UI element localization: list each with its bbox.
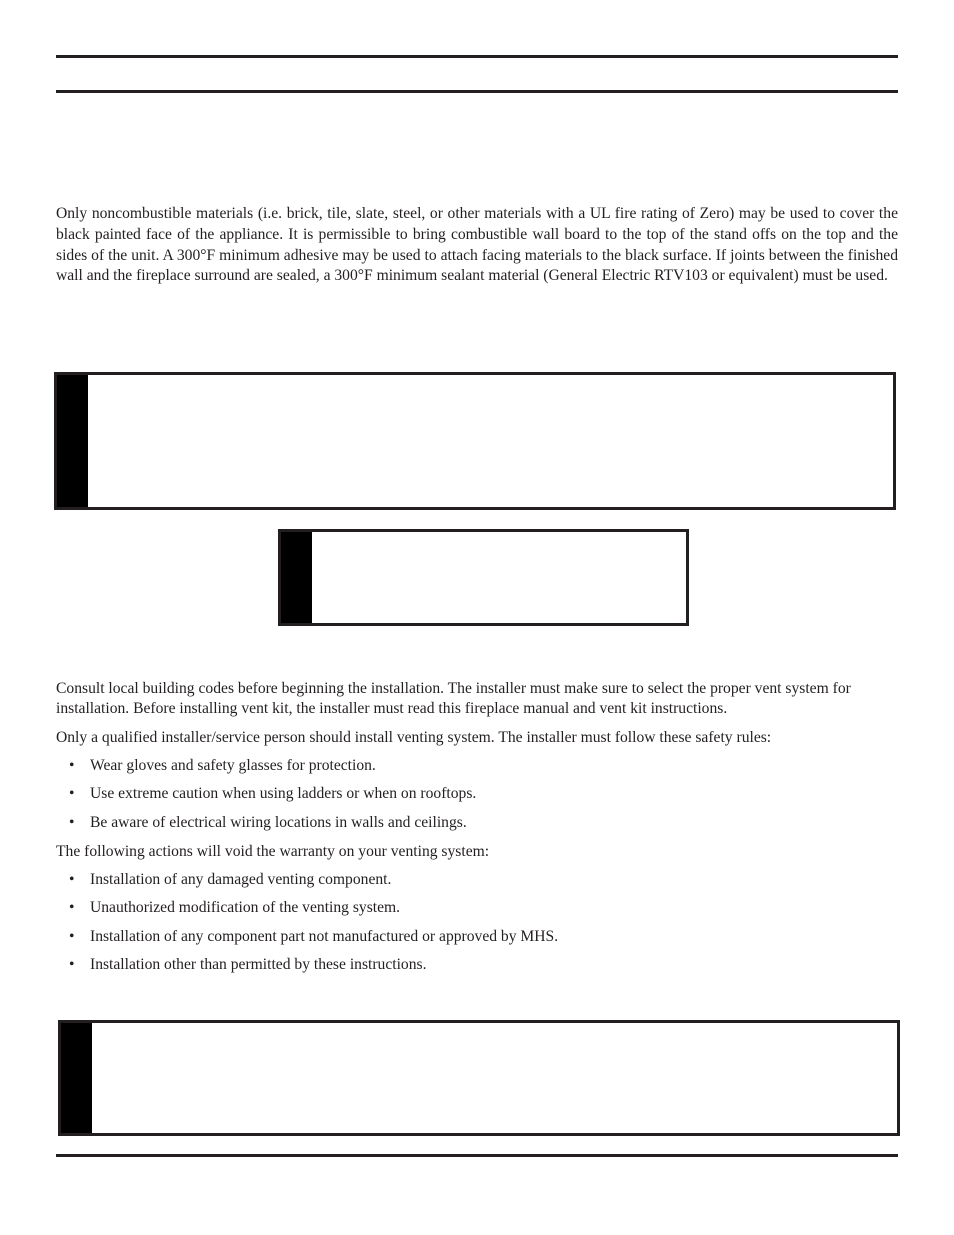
header-rule-top [56,55,898,58]
list-item-text: Installation of any component part not manufactured or approved by MHS. [90,927,559,945]
header-rule-bottom [56,90,898,93]
warning-box-large [54,372,896,510]
surround-paragraph: Only noncombustible materials (i.e. brick, tile, slate, steel, or other materials with a UL fire rating of Zero) may be used to cover the black painted face of the appliance. It is permissible to bring combustible wall board to the top of the stand offs on the top and the sides of the unit. A 300°F minimum adhesive may be used to attach facing materials to the black surface. If joints between the finished wall and the fireplace surround are sealed, a 300°F minimum sealant material (General Electric RTV103 or equivalent) must be used. [56,205,898,285]
void-actions-list [56,870,558,983]
bullet-icon: • [69,757,75,774]
list-item-text: Installation of any damaged venting component. [90,871,392,888]
list-item-text: Wear gloves and safety glasses for protection. [90,757,376,774]
venting-intro-2: Only a qualified installer/service person should install venting system. The installer must follow these safety rules: [56,729,772,746]
list-item [56,898,558,926]
warranty-intro: The following actions will void the warranty on your venting system: [56,843,490,860]
list-item [56,813,476,841]
list-item [56,870,558,898]
list-item-text: Unauthorized modification of the venting system. [90,899,401,917]
caution-box-small [278,529,689,626]
list-item [56,784,476,812]
bullet-icon: • [69,785,75,803]
warning-box-bar [61,1023,92,1133]
warning-box-bottom [58,1020,900,1136]
venting-intro-1: Consult local building codes before beginning the installation. The installer must make sure to select the proper vent system for installation. Before installing vent kit, the installer must read this fireplace manual and vent kit instructions. [56,680,851,717]
list-item-text: Use extreme caution when using ladders or when on rooftops. [90,785,477,803]
bullet-icon: • [69,927,75,945]
bullet-icon: • [69,899,75,917]
safety-rules-list [56,756,476,841]
caution-box-bar [281,532,312,623]
list-item [56,927,558,955]
list-item [56,756,476,784]
list-item-text: Be aware of electrical wiring locations in walls and ceilings. [90,813,467,831]
bullet-icon: • [69,955,75,973]
list-item [56,955,558,983]
bullet-icon: • [69,871,75,888]
bullet-icon: • [69,813,75,831]
warning-box-bar [57,375,88,507]
footer-rule [56,1154,898,1157]
list-item-text: Installation other than permitted by these instructions. [90,955,427,973]
